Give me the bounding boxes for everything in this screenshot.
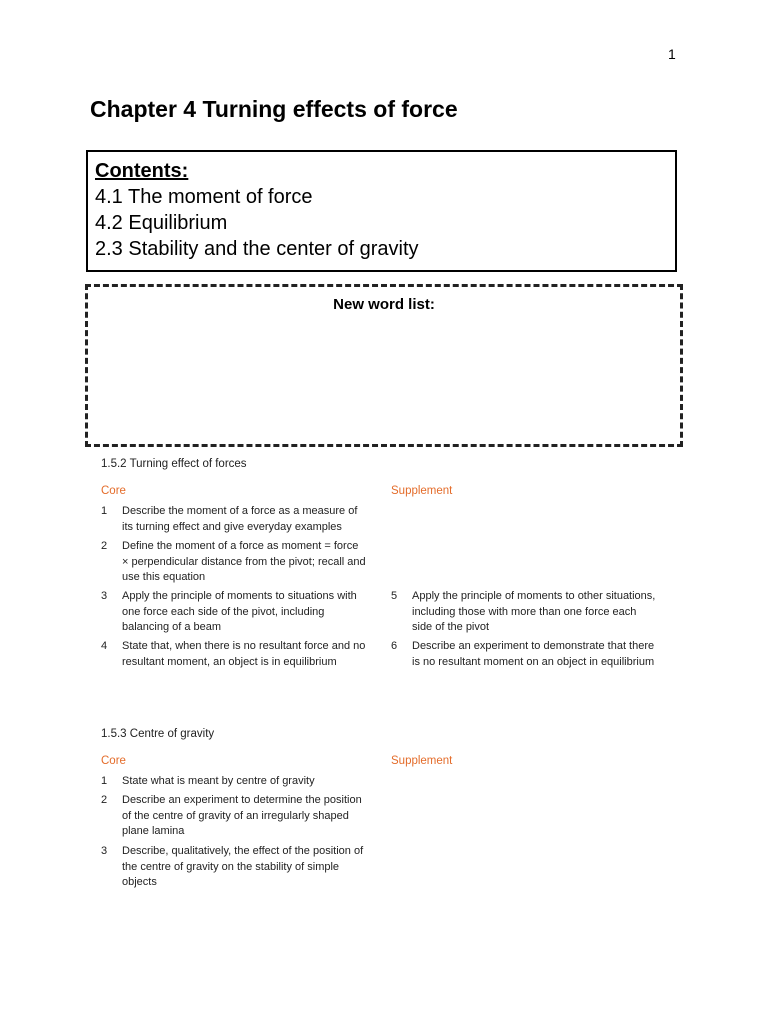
- contents-item: 4.1 The moment of force: [95, 186, 313, 208]
- syllabus-section-turning-effect: [101, 458, 661, 698]
- item-number: 1: [101, 505, 108, 517]
- list-item: [101, 844, 366, 891]
- item-text: Apply the principle of moments to situations with one force each side of the pivot, including balancing of a beam: [122, 590, 357, 633]
- list-item: [101, 793, 366, 840]
- core-label: Core: [101, 485, 126, 497]
- word-list-title: New word list:: [333, 296, 435, 313]
- item-text: Describe, qualitatively, the effect of the position of the centre of gravity on the stability of simple objects: [122, 845, 364, 888]
- item-number: 1: [101, 775, 108, 787]
- contents-box: [86, 150, 677, 272]
- list-item: [101, 589, 366, 636]
- item-text: Describe the moment of a force as a measure of its turning effect and give everyday examples: [122, 505, 358, 533]
- list-item: [101, 539, 366, 586]
- word-list-box: [85, 284, 683, 447]
- item-number: 6: [391, 640, 398, 652]
- supplement-label: Supplement: [391, 755, 453, 767]
- list-item: [391, 639, 656, 670]
- item-number: 4: [101, 640, 108, 652]
- item-number: 5: [391, 590, 398, 602]
- item-text: State what is meant by centre of gravity: [122, 775, 315, 787]
- section-heading: 1.5.2 Turning effect of forces: [101, 458, 247, 470]
- syllabus-section-centre-of-gravity: [101, 728, 661, 898]
- item-text: Describe an experiment to determine the position of the centre of gravity of an irregularly shaped plane lamina: [122, 794, 362, 837]
- list-item: [101, 504, 366, 535]
- list-item: [391, 589, 656, 636]
- item-text: Apply the principle of moments to other situations, including those with more than one force each side of the pivot: [412, 590, 656, 633]
- item-text: Describe an experiment to demonstrate that there is no resultant moment on an object in equilibrium: [412, 640, 655, 668]
- list-item: [101, 639, 366, 670]
- list-item: [101, 774, 366, 790]
- item-number: 2: [101, 794, 108, 806]
- chapter-title: Chapter 4 Turning effects of force: [90, 96, 458, 122]
- core-label: Core: [101, 755, 126, 767]
- item-text: Define the moment of a force as moment = force × perpendicular distance from the pivot; recall and use this equation: [122, 540, 366, 583]
- item-number: 3: [101, 845, 108, 857]
- item-text: State that, when there is no resultant force and no resultant moment, an object is in equilibrium: [122, 640, 366, 668]
- section-heading: 1.5.3 Centre of gravity: [101, 728, 215, 740]
- contents-heading: Contents:: [95, 160, 189, 182]
- contents-item: 4.2 Equilibrium: [95, 212, 228, 234]
- item-number: 3: [101, 590, 108, 602]
- contents-item: 2.3 Stability and the center of gravity: [95, 238, 419, 260]
- page-number: 1: [668, 46, 676, 62]
- item-number: 2: [101, 540, 108, 552]
- supplement-label: Supplement: [391, 485, 453, 497]
